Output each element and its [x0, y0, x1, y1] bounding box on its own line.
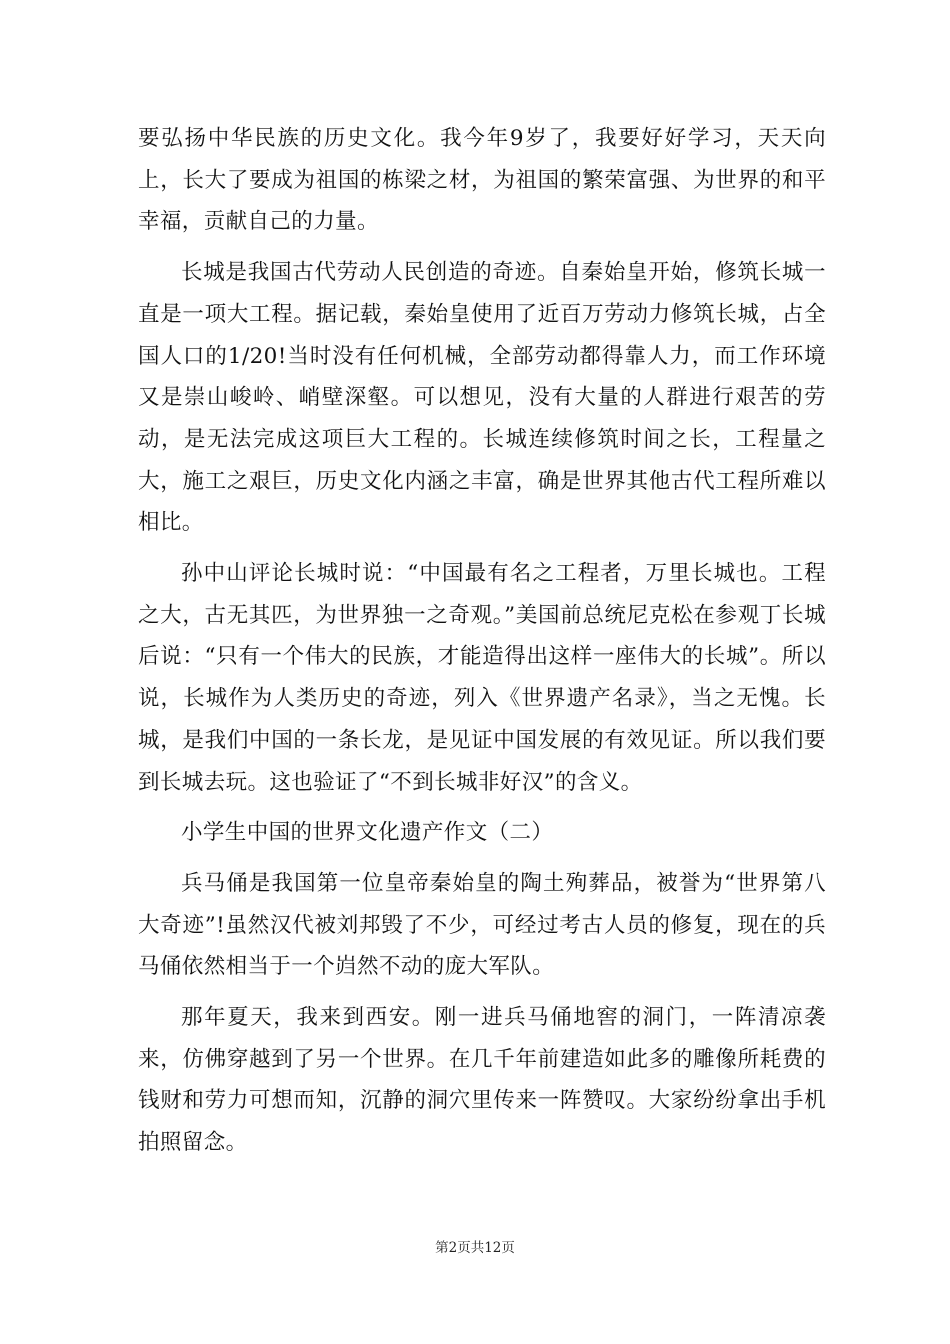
paragraph-2: 长城是我国古代劳动人民创造的奇迹。自秦始皇开始，修筑长城一直是一项大工程。据记载，秦始皇使用了近百万劳动力修筑长城，占全国人口的1/20!当时没有任何机械，全部劳动都得靠人力，而工作环境又是崇山峻岭、峭壁深壑。可以想见，没有大量的人群进行艰苦的劳动，是无法完成这项巨大工程的。长城连续修筑时间之长，工程量之大，施工之艰巨，历史文化内涵之丰富，确是世界其他古代工程所难以相比。 [138, 260, 826, 536]
paragraph-5: 那年夏天，我来到西安。刚一进兵马俑地窖的洞门，一阵清凉袭来，仿佛穿越到了另一个世界。在几千年前建造如此多的雕像所耗费的钱财和劳力可想而知，沉静的洞穴里传来一阵赞叹。大家纷纷拿出手机拍照留念。 [138, 1005, 826, 1156]
document-body [138, 118, 826, 1173]
section-heading: 小学生中国的世界文化遗产作文（二） [181, 820, 554, 846]
paragraph-3: 孙中山评论长城时说：“中国最有名之工程者，万里长城也。工程之大，古无其匹，为世界独一之奇观。”美国前总统尼克松在参观丁长城后说：“只有一个伟大的民族，才能造得出这样一座伟大的长城”。所以说，长城作为人类历史的奇迹，列入《世界遗产名录》，当之无愧。长城，是我们中国的一条长龙，是见证中国发展的有效见证。所以我们要到长城去玩。这也验证了“不到长城非好汉”的含义。 [138, 561, 826, 795]
paragraph-1: 要弘扬中华民族的历史文化。我今年9岁了，我要好好学习，天天向上，长大了要成为祖国的栋梁之材，为祖国的繁荣富强、为世界的和平幸福，贡献自己的力量。 [138, 126, 826, 235]
paragraph-4: 兵马俑是我国第一位皇帝秦始皇的陶土殉葬品，被誉为“世界第八大奇迹”!虽然汉代被刘邦毁了不少，可经过考古人员的修复，现在的兵马俑依然相当于一个岿然不动的庞大军队。 [138, 870, 826, 980]
page-number-footer: 第2页共12页 [435, 1240, 515, 1256]
